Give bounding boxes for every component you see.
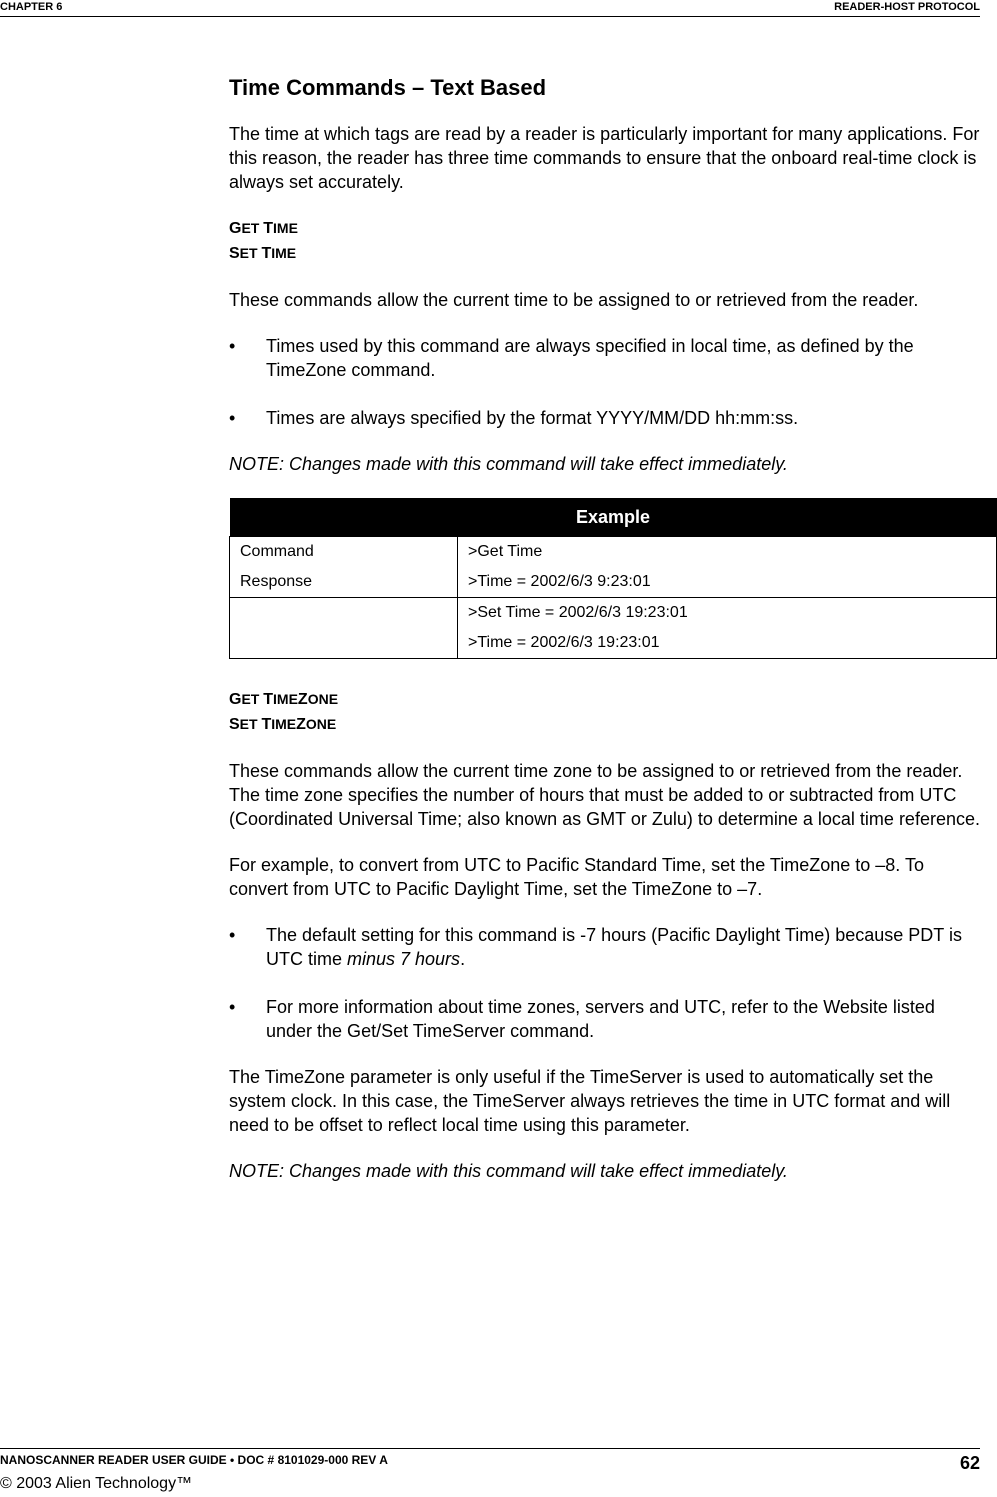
list-item: • For more information about time zones, servers and UTC, refer to the Website listed under the Get/Set TimeServer command. <box>229 997 935 1041</box>
page-content <box>229 74 984 1205</box>
example-table <box>229 498 997 659</box>
command-label: Command <box>240 543 314 560</box>
bullet-icon: • <box>229 925 236 945</box>
table-row <box>230 537 997 598</box>
label-cell <box>230 598 458 659</box>
get-time-response: >Time = 2002/6/3 9:23:01 <box>468 573 651 590</box>
timezone-description: These commands allow the current time zone to be assigned to or retrieved from the reader. The time zone specifies the number of hours that must be added to or subtracted from UTC (Coordinated Universal Time; also known as GMT or Zulu) to determine a local time reference. <box>229 761 980 829</box>
page-title: Time Commands – Text Based <box>229 75 547 100</box>
set-time-example: >Set Time = 2002/6/3 19:23:01 <box>468 604 688 621</box>
list-item: • Times are always specified by the format YYYY/MM/DD hh:mm:ss. <box>229 408 799 428</box>
set-time-response: >Time = 2002/6/3 19:23:01 <box>468 634 660 651</box>
time-bullet-list <box>229 334 984 430</box>
bullet-icon: • <box>229 336 236 356</box>
chapter-label: CHAPTER 6 <box>0 1 63 13</box>
example-heading: Example <box>230 498 997 537</box>
note-immediate-1: NOTE: Changes made with this command will take effect immediately. <box>229 454 788 474</box>
copyright: © 2003 Alien Technology™ <box>0 1475 193 1492</box>
get-time-command: GET TIME <box>229 220 298 237</box>
value-cell <box>458 598 997 659</box>
response-label: Response <box>240 573 313 590</box>
list-item: • Times used by this command are always specified in local time, as defined by the TimeZone command. <box>229 336 914 380</box>
bullet-icon: • <box>229 408 236 428</box>
page-footer <box>0 1448 980 1492</box>
set-timezone-command: SET TIMEZONE <box>229 716 337 733</box>
time-description: These commands allow the current time to be assigned to or retrieved from the reader. <box>229 290 919 310</box>
list-item: • The default setting for this command is -7 hours (Pacific Daylight Time) because PDT is UTC time minus 7 hours. <box>229 925 962 969</box>
bullet-icon: • <box>229 997 236 1017</box>
get-time-example: >Get Time <box>468 543 543 560</box>
timezone-bullet-list <box>229 923 984 1043</box>
timezone-example: For example, to convert from UTC to Pacific Standard Time, set the TimeZone to –8. To convert from UTC to Pacific Daylight Time, set the TimeZone to –7. <box>229 855 924 899</box>
set-time-command: SET TIME <box>229 245 297 262</box>
label-cell <box>230 537 458 598</box>
timezone-command-list <box>229 687 984 737</box>
intro-paragraph: The time at which tags are read by a reader is particularly important for many applications. For this reason, the reader has three time commands to ensure that the onboard real-time clock is always set accurately. <box>229 124 980 192</box>
document-id: NANOSCANNER READER USER GUIDE • DOC # 8101029-000 REV A <box>0 1453 388 1467</box>
page-number: 62 <box>959 1453 980 1473</box>
table-row <box>230 598 997 659</box>
value-cell <box>458 537 997 598</box>
get-timezone-command: GET TIMEZONE <box>229 691 339 708</box>
note-immediate-2: NOTE: Changes made with this command will take effect immediately. <box>229 1161 788 1181</box>
timezone-parameter-paragraph: The TimeZone parameter is only useful if the TimeServer is used to automatically set the system clock. In this case, the TimeServer always retrieves the time in UTC format and will need to be offset to reflect local time using this parameter. <box>229 1067 951 1135</box>
section-label: READER-HOST PROTOCOL <box>834 1 980 13</box>
page-header <box>0 0 980 17</box>
time-command-list <box>229 216 984 266</box>
